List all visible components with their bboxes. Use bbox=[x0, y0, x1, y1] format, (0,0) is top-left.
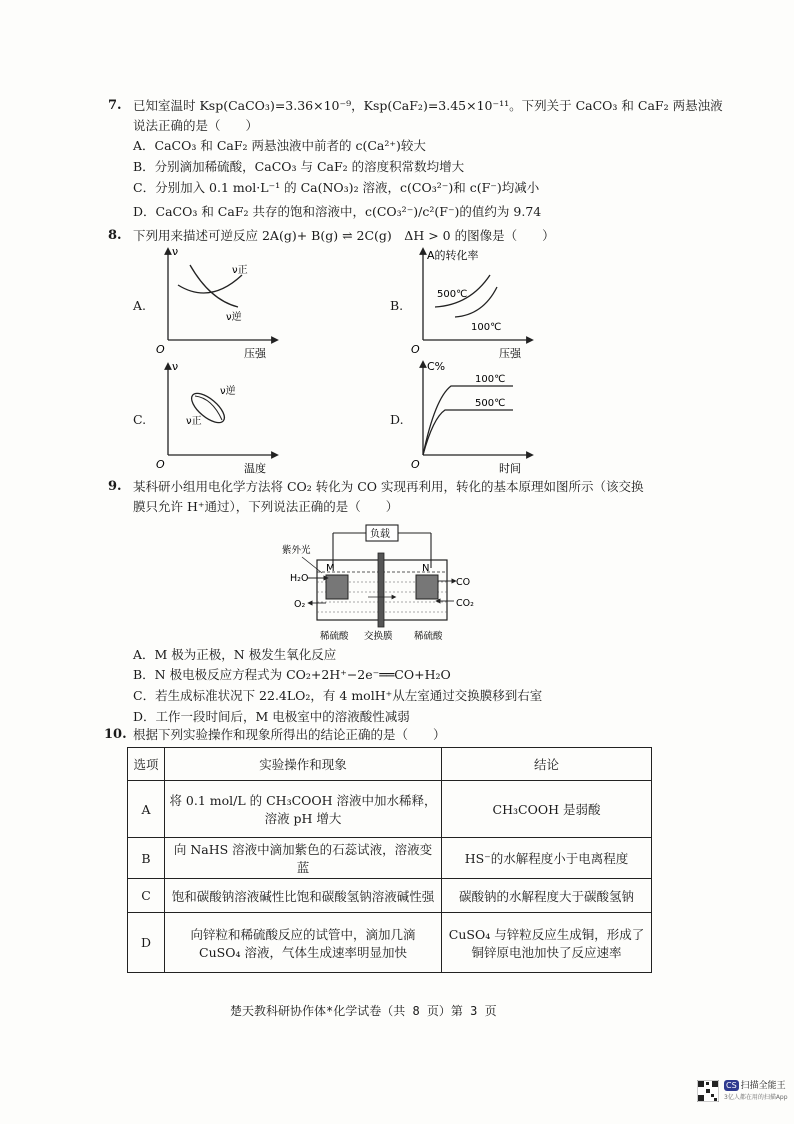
curve-label-1: 500℃ bbox=[437, 289, 468, 300]
load-label: 负载 bbox=[370, 529, 390, 540]
q7-stem-line2: 说法正确的是（ ） bbox=[133, 118, 259, 133]
co-label: CO bbox=[456, 577, 471, 588]
origin-label: O bbox=[411, 458, 420, 471]
q9-option-c: C．若生成标准状况下 22.4LO₂，有 4 molH⁺从左室通过交换膜移到右室 bbox=[133, 688, 543, 703]
curve-v-reverse bbox=[190, 265, 238, 307]
exchange-membrane bbox=[378, 553, 384, 627]
q8-option-c-label: C. bbox=[133, 412, 147, 427]
o2-label: O₂ bbox=[294, 599, 306, 610]
x-label: 压强 bbox=[244, 347, 266, 360]
x-label: 压强 bbox=[499, 347, 521, 360]
electrode-n-label: N bbox=[422, 563, 430, 574]
q10-table bbox=[127, 747, 652, 973]
row-operation: 向锌粒和稀硫酸反应的试管中，滴加几滴 CuSO₄ 溶液，气体生成速率明显加快 bbox=[165, 913, 442, 973]
row-conclusion: CH₃COOH 是弱酸 bbox=[442, 781, 652, 838]
q8-graph-b bbox=[405, 245, 535, 360]
header-operation: 实验操作和现象 bbox=[165, 748, 442, 781]
header-option: 选项 bbox=[128, 748, 165, 781]
table-row bbox=[128, 838, 652, 879]
electrode-m bbox=[326, 575, 348, 599]
row-option: D bbox=[128, 913, 165, 973]
scanner-watermark bbox=[724, 1080, 788, 1103]
y-label: C% bbox=[427, 360, 446, 373]
q8-option-a-label: A. bbox=[133, 298, 147, 313]
scanner-logo-icon: CS bbox=[726, 1081, 737, 1090]
row-operation: 饱和碳酸钠溶液碱性比饱和碳酸氢钠溶液碱性强 bbox=[165, 879, 442, 913]
q7-stem-line1: 已知室温时 Ksp(CaCO₃)=3.36×10⁻⁹，Ksp(CaF₂)=3.45×10⁻¹¹。下列关于 CaCO₃ 和 CaF₂ 两悬浊液 bbox=[133, 98, 723, 113]
scanner-name: 扫描全能王 bbox=[740, 1081, 786, 1091]
row-operation: 向 NaHS 溶液中滴加紫色的石蕊试液，溶液变蓝 bbox=[165, 838, 442, 879]
q7-number: 7. bbox=[108, 98, 122, 113]
row-conclusion: HS⁻的水解程度小于电离程度 bbox=[442, 838, 652, 879]
electrode-m-label: M bbox=[326, 563, 335, 574]
q9-option-d: D．工作一段时间后，M 电极室中的溶液酸性减弱 bbox=[133, 709, 410, 724]
origin-label: O bbox=[156, 458, 165, 471]
q8-stem: 下列用来描述可逆反应 2A(g)+ B(g) ⇌ 2C(g) ΔH > 0 的图像是（ ） bbox=[133, 228, 555, 243]
curve-label-1: ν逆 bbox=[220, 386, 236, 397]
q9-stem-line2: 膜只允许 H⁺通过），下列说法正确的是（ ） bbox=[133, 499, 399, 514]
q8-graph-c bbox=[150, 360, 280, 475]
membrane-label: 交换膜 bbox=[364, 631, 393, 642]
curve-label-2: ν正 bbox=[186, 416, 202, 427]
row-conclusion: CuSO₄ 与锌粒反应生成铜，形成了铜锌原电池加快了反应速率 bbox=[442, 913, 652, 973]
q9-number: 9. bbox=[108, 479, 122, 494]
q8-graph-d bbox=[405, 358, 535, 475]
row-operation: 将 0.1 mol/L 的 CH₃COOH 溶液中加水稀释，溶液 pH 增大 bbox=[165, 781, 442, 838]
electrode-n bbox=[416, 575, 438, 599]
row-option: B bbox=[128, 838, 165, 879]
table-row bbox=[128, 781, 652, 838]
q9-stem-line1: 某科研小组用电化学方法将 CO₂ 转化为 CO 实现再利用，转化的基本原理如图所示（该交换 bbox=[133, 479, 644, 494]
acid-right-label: 稀硫酸 bbox=[414, 631, 443, 642]
y-label: ν bbox=[172, 360, 179, 373]
row-conclusion: 碳酸钠的水解程度大于碳酸氢钠 bbox=[442, 879, 652, 913]
curve-500c bbox=[423, 410, 513, 455]
co2-label: CO₂ bbox=[456, 598, 474, 609]
q8-option-d-label: D. bbox=[390, 412, 404, 427]
q8-graph-a bbox=[150, 245, 280, 360]
q8-option-b-label: B. bbox=[390, 298, 404, 313]
acid-left-label: 稀硫酸 bbox=[320, 631, 349, 642]
x-label: 温度 bbox=[244, 462, 266, 475]
origin-label: O bbox=[156, 343, 165, 356]
y-label: ν bbox=[172, 245, 179, 258]
q7-option-a: A．CaCO₃ 和 CaF₂ 两悬浊液中前者的 c(Ca²⁺)较大 bbox=[133, 138, 426, 153]
row-option: A bbox=[128, 781, 165, 838]
q9-option-a: A．M 极为正极，N 极发生氧化反应 bbox=[133, 647, 337, 662]
row-option: C bbox=[128, 879, 165, 913]
curve-label-2: 100℃ bbox=[471, 322, 502, 333]
q9-option-b: B．N 极电极反应方程式为 CO₂+2H⁺−2e⁻══CO+H₂O bbox=[133, 667, 451, 682]
q10-number: 10. bbox=[104, 727, 127, 742]
table-row bbox=[128, 879, 652, 913]
q8-number: 8. bbox=[108, 228, 122, 243]
qr-code-icon bbox=[697, 1080, 719, 1102]
q10-stem: 根据下列实验操作和现象所得出的结论正确的是（ ） bbox=[133, 727, 446, 742]
scanner-tagline: 3亿人都在用的扫描App bbox=[724, 1094, 788, 1101]
table-row bbox=[128, 913, 652, 973]
q7-option-d: D．CaCO₃ 和 CaF₂ 共存的饱和溶液中，c(CO₃²⁻)/c²(F⁻)的值约为 9.74 bbox=[133, 204, 542, 219]
q7-option-c: C．分别加入 0.1 mol·L⁻¹ 的 Ca(NO₃)₂ 溶液，c(CO₃²⁻)和 c(F⁻)均减小 bbox=[133, 180, 540, 195]
table-header-row bbox=[128, 748, 652, 781]
uv-label: 紫外光 bbox=[282, 545, 311, 556]
origin-label: O bbox=[411, 343, 420, 356]
h2o-label: H₂O bbox=[290, 573, 309, 584]
x-label: 时间 bbox=[499, 462, 521, 475]
curve-label-1: 100℃ bbox=[475, 374, 506, 385]
curve-label-1: ν正 bbox=[232, 265, 248, 276]
q7-option-b: B．分别滴加稀硫酸，CaCO₃ 与 CaF₂ 的溶度积常数均增大 bbox=[133, 159, 465, 174]
header-conclusion: 结论 bbox=[442, 748, 652, 781]
curve-label-2: 500℃ bbox=[475, 398, 506, 409]
curve-label-2: ν逆 bbox=[226, 312, 242, 323]
page-footer: 楚天教科研协作体*化学试卷（共 8 页）第 3 页 bbox=[230, 1004, 497, 1018]
q9-electrolysis-diagram bbox=[282, 515, 492, 645]
y-label: A的转化率 bbox=[427, 249, 479, 262]
